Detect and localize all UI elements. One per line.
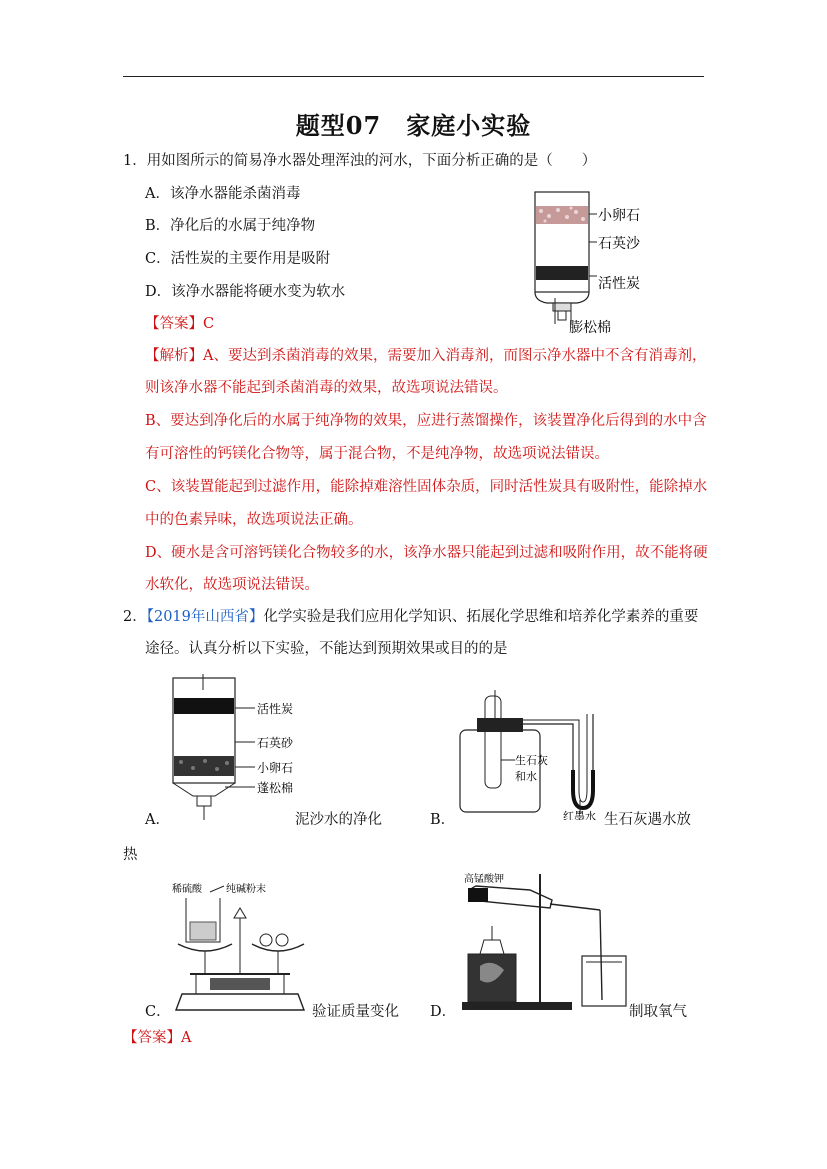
analysis-line: 水软化，故选项说法错误。 <box>145 577 319 593</box>
d-label-permanganate: 高锰酸钾 <box>464 874 504 885</box>
q2-source: 【2019年山西省】 <box>146 609 264 625</box>
q2-option-b-caption-wrap: 热 <box>123 847 138 863</box>
label-charcoal: 活性炭 <box>598 276 640 292</box>
analysis-line: 【解析】A、要达到杀菌消毒的效果，需要加入消毒剂，而图示净水器中不含有消毒剂， <box>145 348 707 364</box>
a-label-cotton: 蓬松棉 <box>257 781 294 795</box>
header-rule <box>123 76 704 77</box>
q2-option-d-letter: D． <box>430 1004 457 1020</box>
q2-option-b-caption: 生石灰遇水放 <box>604 812 691 828</box>
answer-tag: 【答案】 <box>145 316 203 332</box>
figure-a-filter <box>165 670 300 822</box>
q2-option-a-letter: A． <box>145 812 170 828</box>
q2-stem-text: 化学实验是我们应用化学知识、拓展化学思维和培养化学素养的重要 <box>263 609 699 625</box>
a-label-charcoal: 活性炭 <box>257 702 294 716</box>
analysis-line: B、要达到净化后的水属于纯净物的效果，应进行蒸馏操作，该装置净化后得到的水中含 <box>145 413 707 429</box>
figure-d-oxygen <box>460 870 635 1018</box>
b-label-quicklime: 生石灰 <box>515 754 548 767</box>
analysis-line: 中的色素异味，故选项说法正确。 <box>145 512 363 528</box>
water-filter-figure <box>525 186 655 336</box>
q2-option-a-caption: 泥沙水的净化 <box>295 812 382 828</box>
label-pebble: 小卵石 <box>598 208 640 224</box>
q2-option-d-caption: 制取氧气 <box>629 1004 687 1020</box>
b-label-water: 和水 <box>515 770 537 783</box>
page-title: 题型07 家庭小实验 <box>295 111 532 140</box>
q1-stem: 1．用如图所示的简易净水器处理浑浊的河水，下面分析正确的是（ ） <box>123 153 597 169</box>
q2-answer <box>123 1028 191 1048</box>
answer-tag: 【答案】 <box>123 1030 181 1046</box>
q2-stem-line1 <box>123 607 698 627</box>
analysis-line: 则该净水器不能起到杀菌消毒的效果，故选项说法错误。 <box>145 380 508 396</box>
q1-option-a: A．该净水器能杀菌消毒 <box>145 186 301 202</box>
figure-c-balance <box>170 878 310 1018</box>
c-label-soda: 纯碱粉末 <box>226 884 266 895</box>
q2-stem-line2: 途径。认真分析以下实验，不能达到预期效果或目的的是 <box>145 641 508 657</box>
q2-number: 2． <box>123 609 147 625</box>
analysis-line: C、该装置能起到过滤作用，能除掉难溶性固体杂质，同时活性炭具有吸附性，能除掉水 <box>145 479 708 495</box>
analysis-line: 有可溶性的钙镁化合物等，属于混合物，不是纯净物，故选项说法错误。 <box>145 446 609 462</box>
q1-option-c: C．活性炭的主要作用是吸附 <box>145 251 331 267</box>
q1-answer <box>145 314 214 334</box>
a-label-quartz: 石英砂 <box>257 736 294 750</box>
c-label-acid: 稀硫酸 <box>172 884 202 895</box>
answer-value: C <box>203 316 215 332</box>
b-label-ink: 红墨水 <box>563 810 596 820</box>
q1-option-b: B．净化后的水属于纯净物 <box>145 218 316 234</box>
q1-option-d: D．该净水器能将硬水变为软水 <box>145 284 346 300</box>
charcoal-layer <box>536 266 588 280</box>
label-quartz: 石英沙 <box>598 236 640 252</box>
analysis-line: D、硬水是含可溶钙镁化合物较多的水，该净水器只能起到过滤和吸附作用，故不能将硬 <box>145 545 708 561</box>
label-cotton: 膨松棉 <box>569 320 611 336</box>
q2-option-c-letter: C． <box>145 1004 171 1020</box>
q2-option-c-caption: 验证质量变化 <box>312 1004 399 1020</box>
q2-option-b-letter: B． <box>430 812 456 828</box>
figure-b-quicklime <box>455 690 605 820</box>
answer-value: A <box>181 1030 192 1046</box>
a-label-pebble: 小卵石 <box>257 761 294 775</box>
